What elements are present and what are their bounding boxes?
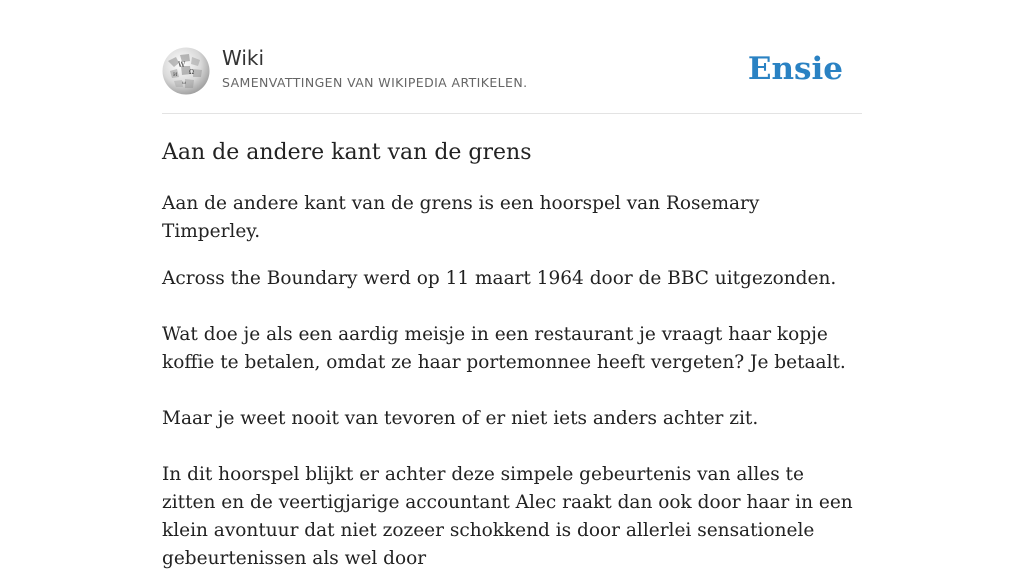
wikipedia-globe-icon[interactable]: [162, 47, 210, 95]
article-body: [162, 190, 862, 573]
brand-logo[interactable]: Ensie: [747, 51, 843, 87]
paragraph: Across the Boundary werd op 11 maart 1964 door de BBC uitgezonden.: [162, 268, 837, 289]
site-header: [162, 0, 862, 114]
svg-text:Ω: Ω: [189, 69, 194, 76]
svg-text:ω: ω: [182, 80, 187, 86]
svg-text:W: W: [178, 61, 186, 69]
site-tagline: SAMENVATTINGEN VAN WIKIPEDIA ARTIKELEN.: [222, 75, 528, 90]
site-title[interactable]: Wiki: [222, 46, 265, 70]
paragraph: Wat doe je als een aardig meisje in een restaurant je vraagt haar kopje koffie te betalen, omdat ze haar portemonnee heeft vergeten? Je betaalt.: [162, 324, 846, 373]
svg-text:И: И: [173, 72, 178, 78]
paragraph: Aan de andere kant van de grens is een hoorspel van Rosemary Timperley.: [162, 193, 760, 242]
page: [162, 0, 862, 569]
paragraph: In dit hoorspel blijkt er achter deze simpele gebeurtenis van alles te zitten en de veertigjarige accountant Alec raakt dan ook door haar in een klein avontuur dat niet zozeer schokkend is door allerlei sensationele gebeurtenissen als wel door: [162, 464, 853, 569]
paragraph: Maar je weet nooit van tevoren of er niet iets anders achter zit.: [162, 408, 759, 429]
article-title: Aan de andere kant van de grens: [162, 140, 532, 165]
